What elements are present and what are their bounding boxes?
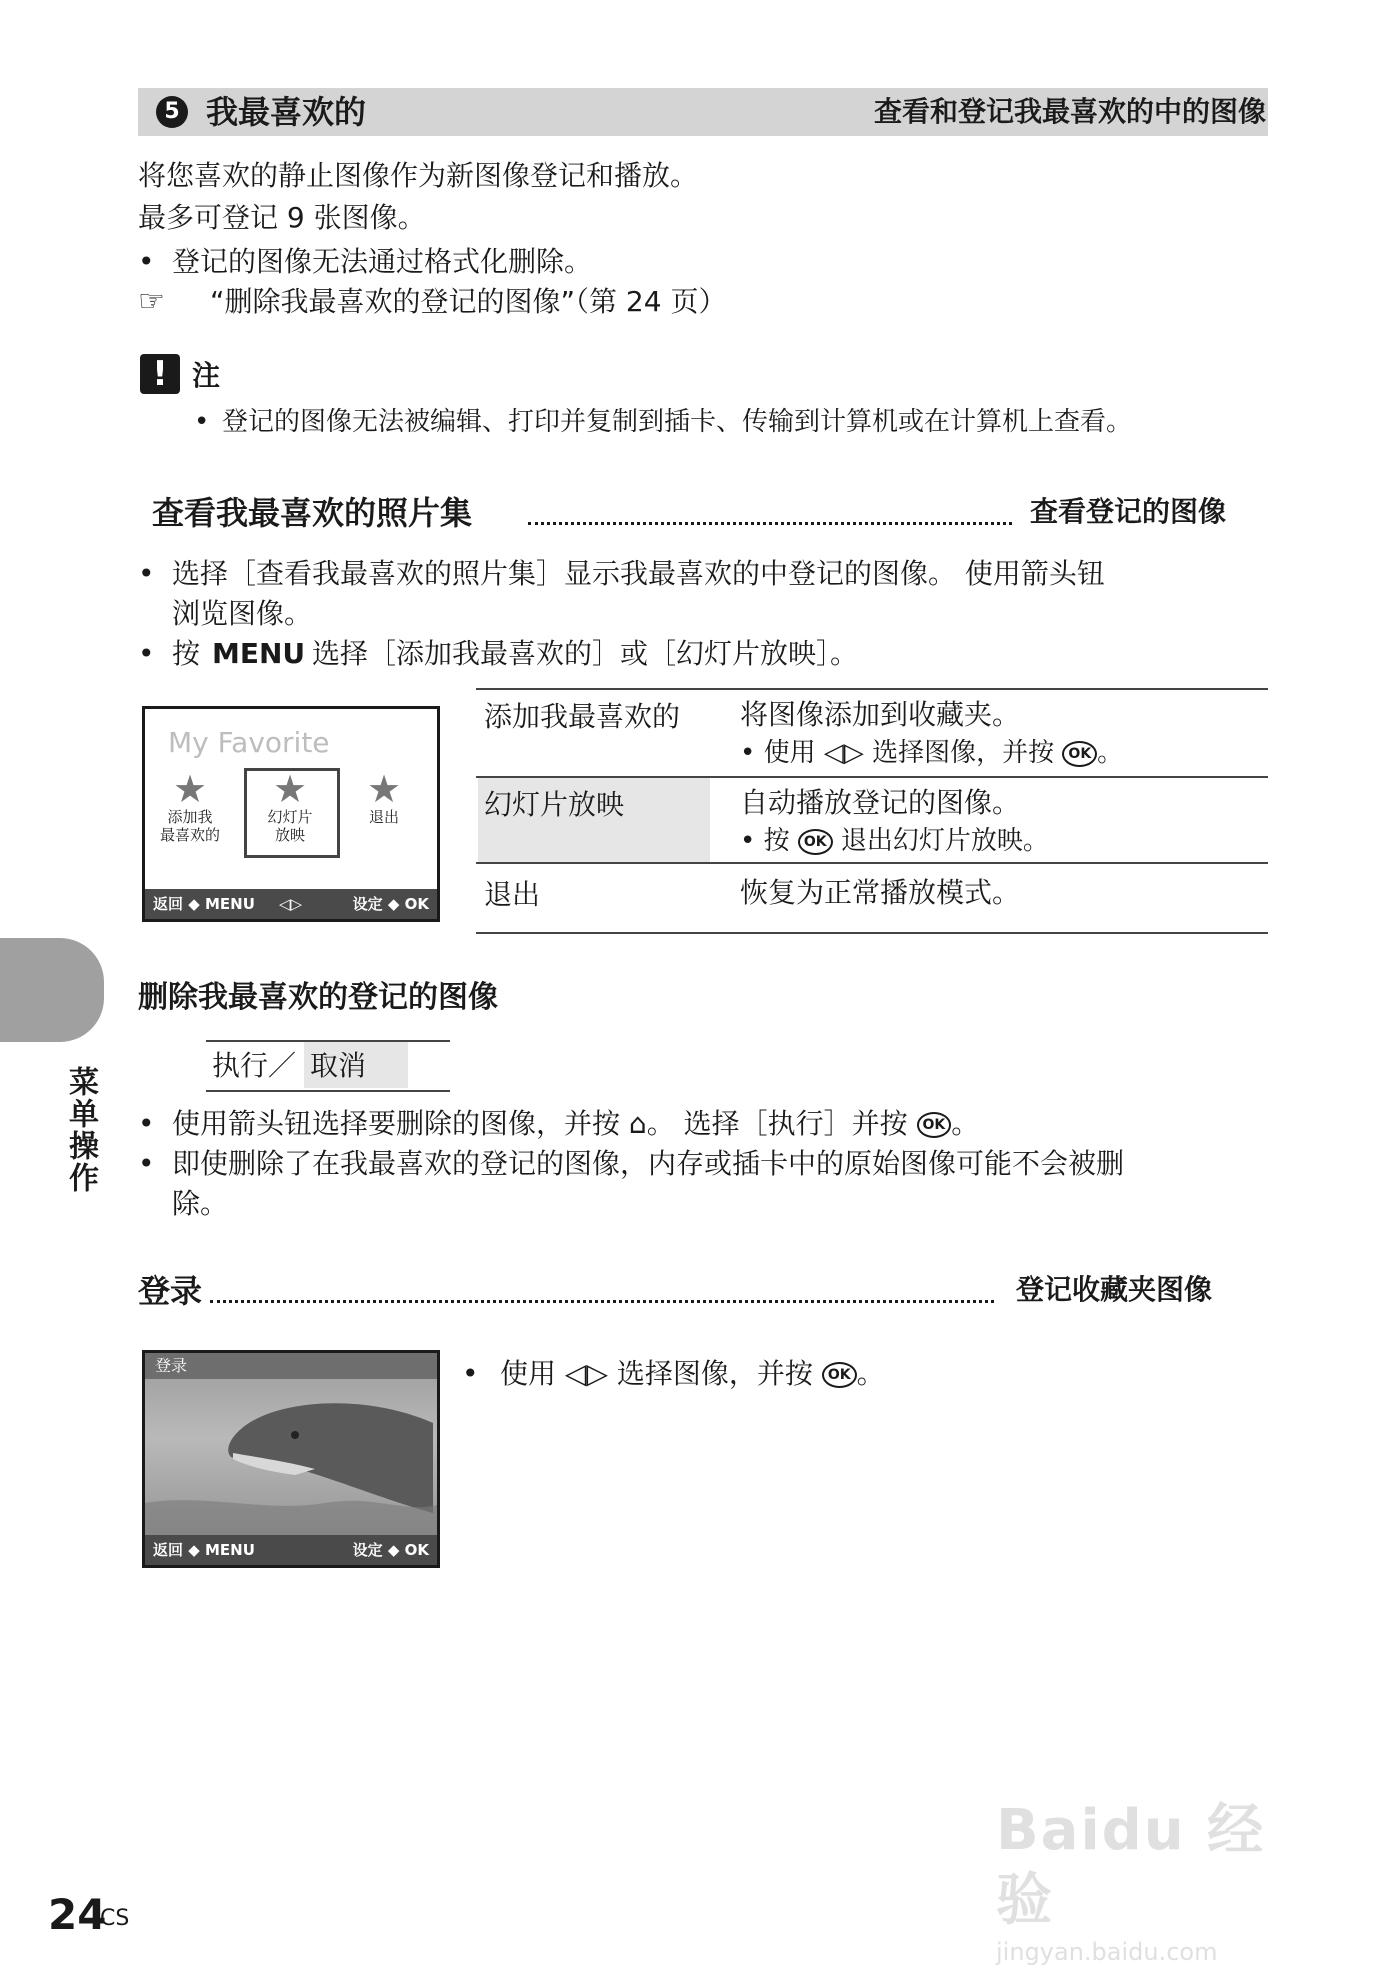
dolphin-photo — [145, 1353, 437, 1565]
watermark-brand: Baidu 经验 — [996, 1798, 1266, 1933]
watermark-url: jingyan.baidu.com — [996, 1938, 1218, 1966]
option-desc-post: 退出幻灯片放映。 — [840, 826, 1049, 856]
option-name: 添加我最喜欢的 — [484, 700, 681, 733]
menu-label: 添加我 最喜欢的 — [159, 808, 220, 844]
arrows-icon: ◁▷ — [279, 895, 303, 913]
option-desc-mid: 选择图像，并按 — [872, 738, 1055, 768]
menu-exit[interactable] — [344, 767, 424, 826]
bullet-icon: • — [462, 1357, 479, 1390]
ok-button-icon: OK — [1062, 741, 1097, 767]
reference-hand-icon: ☞ — [138, 284, 165, 319]
view-bullet-1b: 浏览图像。 — [172, 597, 313, 630]
option-name: 退出 — [484, 878, 541, 911]
ok-button-icon: OK — [798, 829, 833, 855]
option-desc-pre: • 按 — [740, 826, 790, 856]
screen-title: My Favorite — [168, 726, 330, 759]
footer-back: 返回 ◆ MENU — [153, 1541, 255, 1559]
option-desc: 将图像添加到收藏夹。 — [740, 698, 1021, 731]
menu-add-favorite[interactable] — [150, 767, 230, 844]
star-plus-icon: ★ — [172, 767, 208, 811]
view-section-right: 查看登记的图像 — [1030, 495, 1227, 528]
section-number-badge: 5 — [156, 96, 188, 128]
register-section-title: 登录 — [138, 1272, 203, 1310]
cancel-option[interactable]: 取消 — [310, 1049, 367, 1082]
side-tab-label: 菜单操作 — [63, 1066, 98, 1194]
star-slideshow-icon: ★ — [272, 767, 308, 811]
table-rule — [476, 932, 1268, 934]
watermark — [996, 1796, 1316, 1966]
bullet-icon: • — [138, 637, 155, 670]
footer-set: 设定 ◆ OK — [352, 1541, 429, 1559]
arrows-icon: ◁▷ — [564, 1357, 608, 1390]
footer-set: 设定 ◆ OK — [352, 895, 429, 913]
menu-slideshow[interactable] — [250, 767, 330, 844]
table-rule — [476, 776, 1268, 778]
camera-screen-register — [142, 1350, 440, 1568]
trash-icon: ⌂ — [628, 1107, 647, 1140]
option-desc-pre: • 使用 — [740, 738, 816, 768]
view-bullet-1a: 选择［查看我最喜欢的照片集］显示我最喜欢的中登记的图像。 使用箭头钮 — [172, 557, 1105, 590]
note-title: 注 — [192, 359, 221, 392]
ok-button-icon: OK — [822, 1362, 857, 1388]
bullet-icon: • — [138, 245, 155, 278]
register-section-right: 登记收藏夹图像 — [1016, 1273, 1213, 1306]
screen-header: 登录 — [145, 1353, 437, 1379]
star-exit-icon: ★ — [366, 767, 402, 811]
option-desc: 自动播放登记的图像。 — [740, 786, 1021, 819]
view-bullet-2-post: 选择［添加我最喜欢的］或［幻灯片放映］。 — [312, 637, 859, 670]
arrows-icon: ◁▷ — [823, 738, 864, 768]
delete-bullet-2a: 即使删除了在我最喜欢的登记的图像，内存或插卡中的原始图像可能不会被删 — [172, 1147, 1125, 1180]
screen-footer — [145, 1535, 437, 1565]
option-desc: 恢复为正常播放模式。 — [740, 876, 1021, 909]
delete-bullet-1b: 。 选择［执行］并按 — [646, 1107, 908, 1140]
section-title: 我最喜欢的 — [206, 93, 367, 131]
delete-bullet-1-end: 。 — [951, 1107, 980, 1140]
intro-bullet-1: 登记的图像无法通过格式化删除。 — [172, 245, 593, 278]
page-number: 24 — [48, 1890, 107, 1939]
leader-dots — [528, 522, 1012, 525]
register-bullet-pre: 使用 — [500, 1357, 557, 1390]
table-rule — [476, 862, 1268, 864]
exec-option[interactable]: 执行／ — [212, 1049, 297, 1082]
menu-button-label: MENU — [212, 637, 306, 670]
option-desc-end: 。 — [1097, 738, 1124, 768]
ok-button-icon: OK — [917, 1112, 952, 1138]
dolphin-image — [145, 1353, 437, 1565]
register-bullet-end: 。 — [856, 1357, 885, 1390]
delete-section-title: 删除我最喜欢的登记的图像 — [138, 980, 498, 1015]
page-language: CS — [100, 1906, 130, 1931]
delete-bullet-1a: 使用箭头钮选择要删除的图像，并按 — [172, 1107, 621, 1140]
intro-line-2: 最多可登记 9 张图像。 — [138, 201, 426, 234]
footer-back: 返回 ◆ MENU — [153, 895, 255, 913]
table-rule — [476, 688, 1268, 690]
bullet-icon: • — [138, 557, 155, 590]
screen-footer — [145, 889, 437, 919]
side-tab — [0, 938, 104, 1042]
bullet-icon: • — [138, 1147, 155, 1180]
view-bullet-2-pre: 按 — [172, 637, 201, 670]
caution-icon: ! — [140, 354, 180, 394]
intro-line-1: 将您喜欢的静止图像作为新图像登记和播放。 — [138, 159, 699, 192]
menu-label: 幻灯片 放映 — [267, 808, 313, 844]
menu-label: 退出 — [368, 808, 399, 826]
reference-link[interactable]: “删除我最喜欢的登记的图像”（第 24 页） — [210, 285, 727, 318]
option-name: 幻灯片放映 — [484, 788, 625, 821]
delete-bullet-2b: 除。 — [172, 1187, 229, 1220]
bullet-icon: • — [194, 407, 210, 437]
bullet-icon: • — [138, 1107, 155, 1140]
view-section-title: 查看我最喜欢的照片集 — [152, 494, 473, 532]
note-text: 登记的图像无法被编辑、打印并复制到插卡、传输到计算机或在计算机上查看。 — [222, 407, 1133, 437]
register-bullet-mid: 选择图像，并按 — [616, 1357, 813, 1390]
leader-dots — [210, 1300, 994, 1303]
section-subtitle: 查看和登记我最喜欢的中的图像 — [873, 95, 1266, 128]
